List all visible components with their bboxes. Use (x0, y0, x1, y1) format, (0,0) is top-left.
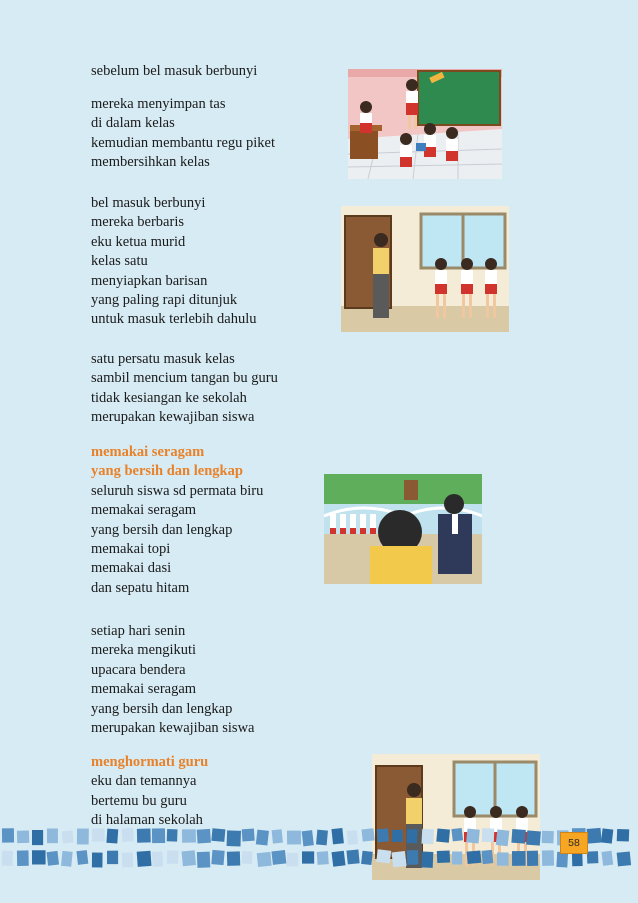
footer-tile (32, 830, 43, 845)
text-line: sambil mencium tangan bu guru (91, 370, 278, 387)
footer-tile (572, 852, 583, 866)
footer-tile (256, 830, 269, 846)
footer-tile (587, 851, 599, 863)
footer-tile (512, 851, 526, 866)
text-line: untuk masuk terlebih dahulu (91, 311, 257, 328)
footer-tile (361, 828, 374, 841)
text-line: yang paling rapi ditunjuk (91, 292, 238, 309)
footer-tile (496, 829, 510, 846)
text-line: mereka menyimpan tas (91, 96, 226, 112)
footer-tile (122, 828, 134, 842)
footer-tile (167, 850, 179, 864)
text-line: bertemu bu guru (91, 792, 187, 809)
text-line: yang bersih dan lengkap (91, 521, 233, 538)
footer-tile (316, 830, 328, 846)
footer-tile (227, 851, 240, 865)
footer-tile (242, 851, 253, 864)
text-line: memakai seragam (91, 502, 197, 519)
text-line: memakai topi (91, 541, 171, 558)
footer-tile (302, 830, 314, 846)
footer-tile (167, 829, 178, 842)
footer-tile (466, 829, 480, 844)
footer-tile (152, 851, 163, 866)
footer-tile (376, 849, 391, 863)
text-line: memakai dasi (91, 560, 172, 577)
footer-tile (421, 852, 433, 868)
footer-tile (481, 850, 493, 864)
footer-tile (361, 851, 373, 865)
footer-tile (601, 828, 613, 843)
footer-tile (106, 829, 118, 844)
text-line: memakai seragam (91, 681, 197, 698)
footer-tile (497, 852, 509, 865)
footer-tile (406, 829, 417, 844)
text-line: membersihkan kelas (91, 154, 210, 171)
text-block-4 (91, 350, 278, 428)
text-line: sebelum bel masuk berbunyi (91, 63, 258, 79)
footer-tile (92, 853, 103, 868)
text-block-1 (91, 62, 257, 81)
footer-tile (47, 851, 59, 866)
footer-tile (526, 830, 541, 845)
footer-tile (392, 830, 403, 842)
footer-tile (76, 850, 88, 865)
text-line: bel masuk berbunyi (91, 195, 206, 211)
section-heading: memakai seragam (91, 444, 205, 460)
footer-tile (347, 830, 358, 845)
text-line: mereka mengikuti (91, 642, 197, 659)
text-line: upacara bendera (91, 661, 186, 678)
footer-tile (617, 851, 631, 866)
footer-tile (587, 828, 602, 844)
footer-tile (242, 829, 255, 842)
footer-tile (137, 851, 152, 867)
footer-tile (392, 851, 407, 867)
footer-tile (617, 829, 630, 842)
footer-tile (47, 828, 58, 843)
text-line: merupakan kewajiban siswa (91, 720, 255, 737)
classroom-illustration (348, 69, 502, 179)
footer-tile (527, 851, 538, 866)
text-line: eku dan temannya (91, 773, 197, 790)
footer-tile (272, 829, 283, 843)
text-line: menyiapkan barisan (91, 272, 208, 289)
text-line: yang bersih dan lengkap (91, 700, 233, 717)
footer-tile (107, 851, 118, 864)
footer-tile (511, 829, 525, 844)
lining-up-illustration (341, 206, 509, 332)
text-block-7 (91, 753, 208, 831)
footer-tile (436, 829, 450, 843)
text-block-2 (91, 95, 275, 173)
footer-tile (211, 850, 224, 865)
footer-tile (542, 831, 554, 844)
footer-tile (331, 828, 343, 844)
footer-tile (271, 850, 286, 865)
footer-tile-band (0, 824, 638, 878)
footer-tile (32, 850, 46, 864)
footer-tile (122, 853, 133, 868)
footer-tile (601, 851, 613, 866)
footer-tile (302, 851, 314, 863)
footer-tile (451, 828, 463, 841)
footer-tile (182, 829, 196, 843)
footer-tile (407, 850, 419, 865)
footer-tile (287, 831, 301, 845)
footer-tile (137, 829, 151, 843)
footer-tile (331, 851, 345, 867)
text-line: di dalam kelas (91, 115, 175, 132)
footer-tile (227, 830, 241, 846)
footer-tile (197, 829, 211, 844)
footer-tile (211, 828, 225, 842)
text-line: eku ketua murid (91, 233, 186, 250)
footer-tile (556, 852, 568, 868)
footer-tile (377, 828, 390, 842)
footer-tile (452, 851, 462, 864)
uniform-illustration (324, 474, 482, 584)
text-line: merupakan kewajiban siswa (91, 409, 255, 426)
text-line: kelas satu (91, 253, 148, 270)
section-heading: yang bersih dan lengkap (91, 463, 243, 480)
text-block-6 (91, 622, 254, 738)
footer-tile (17, 850, 29, 866)
footer-tile (542, 850, 554, 866)
footer-tile (2, 828, 14, 842)
footer-tile (197, 852, 210, 868)
section-heading: menghormati guru (91, 754, 209, 770)
footer-tile (2, 851, 13, 866)
footer-tile (346, 849, 359, 864)
text-line: tidak kesiangan ke sekolah (91, 389, 247, 406)
tile-pattern (0, 824, 638, 878)
text-line: dan sepatu hitam (91, 579, 190, 596)
footer-tile (17, 831, 29, 844)
footer-tile (467, 850, 482, 864)
text-block-5 (91, 443, 263, 598)
footer-tile (62, 830, 74, 843)
footer-tile (317, 851, 329, 865)
text-line: satu persatu masuk kelas (91, 351, 235, 367)
footer-tile (77, 828, 89, 844)
text-line: mereka berbaris (91, 214, 184, 231)
footer-tile (421, 829, 434, 845)
text-block-3 (91, 194, 257, 330)
footer-tile (92, 828, 105, 841)
footer-tile (257, 852, 272, 867)
text-line: kemudian membantu regu piket (91, 134, 276, 151)
page-number-badge: 58 (560, 832, 588, 854)
footer-tile (61, 851, 73, 867)
footer-tile (287, 853, 299, 867)
footer-tile (482, 828, 495, 842)
footer-tile (182, 850, 196, 866)
footer-tile (152, 828, 165, 843)
text-line: setiap hari senin (91, 623, 186, 639)
text-line: seluruh siswa sd permata biru (91, 482, 264, 499)
text-line: di halaman sekolah (91, 812, 203, 829)
footer-tile (437, 850, 450, 863)
